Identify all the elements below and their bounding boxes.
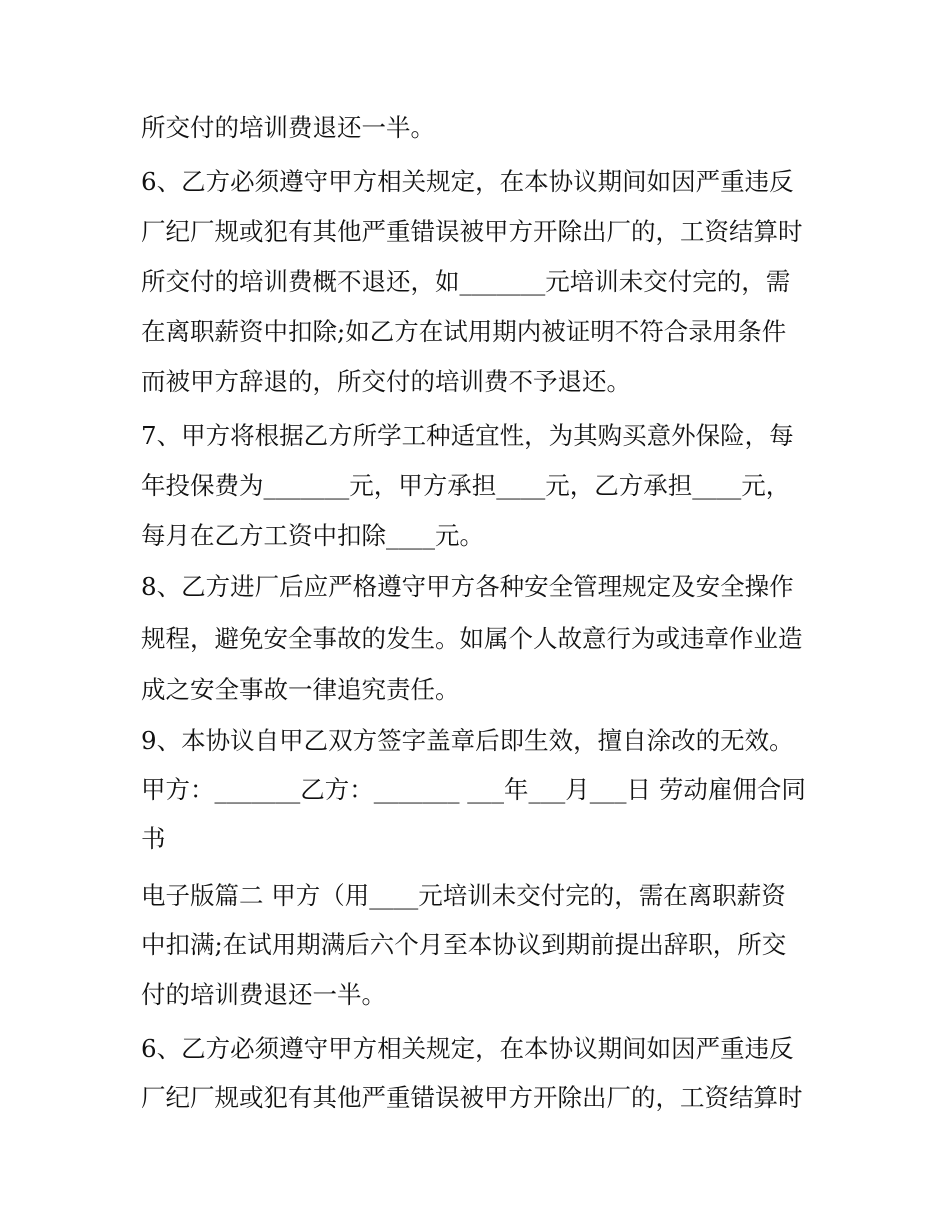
text-line: 9、本协议自甲乙双方签字盖章后即生效，擅自涂改的无效。 [141,726,794,755]
text-line: 6、乙方必须遵守甲方相关规定，在本协议期间如因严重违反 [141,1034,794,1063]
text-line: 每月在乙方工资中扣除____元。 [141,521,484,550]
text-line: 所交付的培训费概不退还，如_______元培训未交付完的，需 [141,267,791,296]
text-line: 成之安全事故一律追究责任。 [141,675,460,704]
text-line: 书 [141,824,166,853]
text-line: 中扣满;在试用期满后六个月至本协议到期前提出辞职，所交 [141,930,787,959]
text-line: 年投保费为_______元，甲方承担____元，乙方承担____元， [141,471,791,500]
text-line: 电子版篇二 甲方（用____元培训未交付完的，需在离职薪资 [141,881,786,910]
text-line: 6、乙方必须遵守甲方相关规定，在本协议期间如因严重违反 [141,167,794,196]
text-line: 8、乙方进厂后应严格遵守甲方各种安全管理规定及安全操作 [141,572,794,601]
text-line: 厂纪厂规或犯有其他严重错误被甲方开除出厂的，工资结算时 [141,217,803,246]
text-line: 规程，避免安全事故的发生。如属个人故意行为或违章作业造 [141,624,803,653]
text-line: 所交付的培训费退还一半。 [141,113,435,142]
text-line: 甲方：_______乙方：_______ ___年___月___日 劳动雇佣合同 [141,775,806,804]
text-line: 付的培训费退还一半。 [141,980,386,1009]
text-line: 厂纪厂规或犯有其他严重错误被甲方开除出厂的，工资结算时 [141,1083,803,1112]
text-line: 在离职薪资中扣除;如乙方在试用期内被证明不符合录用条件 [141,317,787,346]
text-line: 7、甲方将根据乙方所学工种适宜性，为其购买意外保险，每 [141,421,794,450]
text-line: 而被甲方辞退的，所交付的培训费不予退还。 [141,367,631,396]
